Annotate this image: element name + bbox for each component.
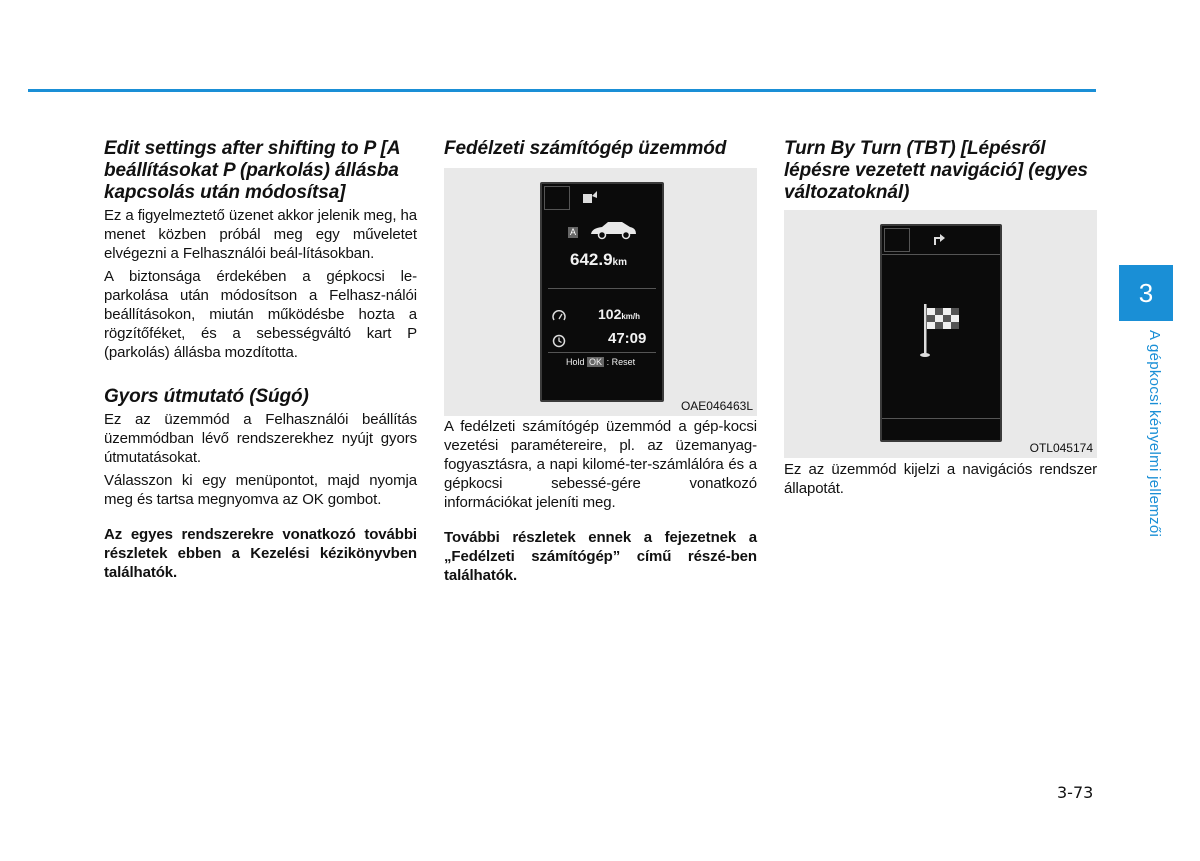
divider xyxy=(548,352,656,353)
chapter-number-tab: 3 xyxy=(1119,265,1173,321)
paragraph: Válasszon ki egy menüpontot, majd nyomja meg és tartsa megnyomva az OK gombot. xyxy=(104,472,417,508)
reset-label: : Reset xyxy=(606,357,636,367)
top-accent-rule xyxy=(28,89,1096,92)
navigation-display xyxy=(880,224,1002,442)
display-mode-box xyxy=(884,228,910,252)
section-heading-quick-guide: Gyors útmutató (Súgó) xyxy=(104,386,309,407)
divider xyxy=(882,254,1000,255)
paragraph: Ez a figyelmeztető üzenet akkor jelenik meg, ha menet közben próbál meg egy műveletet elvégezni a Felhasználói beál-lításokban. xyxy=(104,207,417,262)
speedometer-icon xyxy=(552,310,566,322)
car-icon xyxy=(588,220,638,240)
divider xyxy=(882,418,1000,419)
column-right xyxy=(784,138,1097,498)
distance-unit: km xyxy=(612,257,627,268)
paragraph: Ez az üzemmód a Felhasználói beállítás üzemmódban lévő rendszerekhez nyújt gyors útmutatásokat. xyxy=(104,411,417,466)
reset-hint xyxy=(566,357,635,367)
figure-code: OAE046463L xyxy=(680,399,753,413)
page-number: 3-73 xyxy=(1057,783,1094,802)
speed-value: 102 xyxy=(598,306,622,322)
paragraph: Ez az üzemmód kijelzi a navigációs rendszer állapotát. xyxy=(784,461,1097,497)
note-paragraph: További részletek ennek a fejezetnek a „Fedélzeti számítógép” című részé-ben találhatók. xyxy=(444,529,757,584)
speed-unit: km/h xyxy=(621,312,641,321)
speed-readout xyxy=(598,306,640,322)
divider xyxy=(548,288,656,289)
distance-value: 642.9 xyxy=(570,250,613,269)
trip-mode-badge: A xyxy=(570,227,577,237)
section-heading-trip-computer: Fedélzeti számítógép üzemmód xyxy=(444,138,727,159)
hold-label: Hold xyxy=(566,357,585,367)
paragraph: A fedélzeti számítógép üzemmód a gép-kocsi vezetési paramétereire, pl. az üzemanyag-fogyasztásra, a napi kilomé-ter-számlálóra és a gépkocsi sebessé-gére vonatkozó információkat jeleníti meg. xyxy=(444,418,757,511)
distance-readout xyxy=(570,250,627,270)
figure-code: OTL045174 xyxy=(1029,441,1093,455)
paragraph: A biztonsága érdekében a gépkocsi le-parkolása után módosítson a Felhasz-nálói beállításokon, miután működésbe hozta a rögzítőféket, és a sebességváltó kart P (parkolás) állásba mozdította. xyxy=(104,268,417,361)
trip-computer-icon xyxy=(582,190,598,204)
turn-right-arrow-icon xyxy=(932,233,946,245)
column-middle xyxy=(444,138,757,585)
display-mode-box xyxy=(544,186,570,210)
note-paragraph: Az egyes rendszerekre vonatkozó további részletek ebben a Kezelési kézikönyvben találhatók. xyxy=(104,526,417,581)
cluster-display xyxy=(540,182,664,402)
clock-icon xyxy=(552,334,566,348)
section-heading-tbt: Turn By Turn (TBT) [Lépésről lépésre vezetett navigáció] (egyes változatoknál) xyxy=(784,138,1088,203)
chapter-title: A gépkocsi kényelmi jellemzői xyxy=(1146,330,1163,538)
column-left xyxy=(104,138,417,582)
figure-tbt xyxy=(784,210,1097,458)
ok-key: OK xyxy=(589,357,603,367)
checkered-flag-icon xyxy=(918,302,964,360)
time-value: 47:09 xyxy=(608,330,647,347)
figure-trip-computer xyxy=(444,168,757,416)
section-heading-edit-settings: Edit settings after shifting to P [A beállításokat P (parkolás) állásba kapcsolás után módosítsa] xyxy=(104,138,400,203)
